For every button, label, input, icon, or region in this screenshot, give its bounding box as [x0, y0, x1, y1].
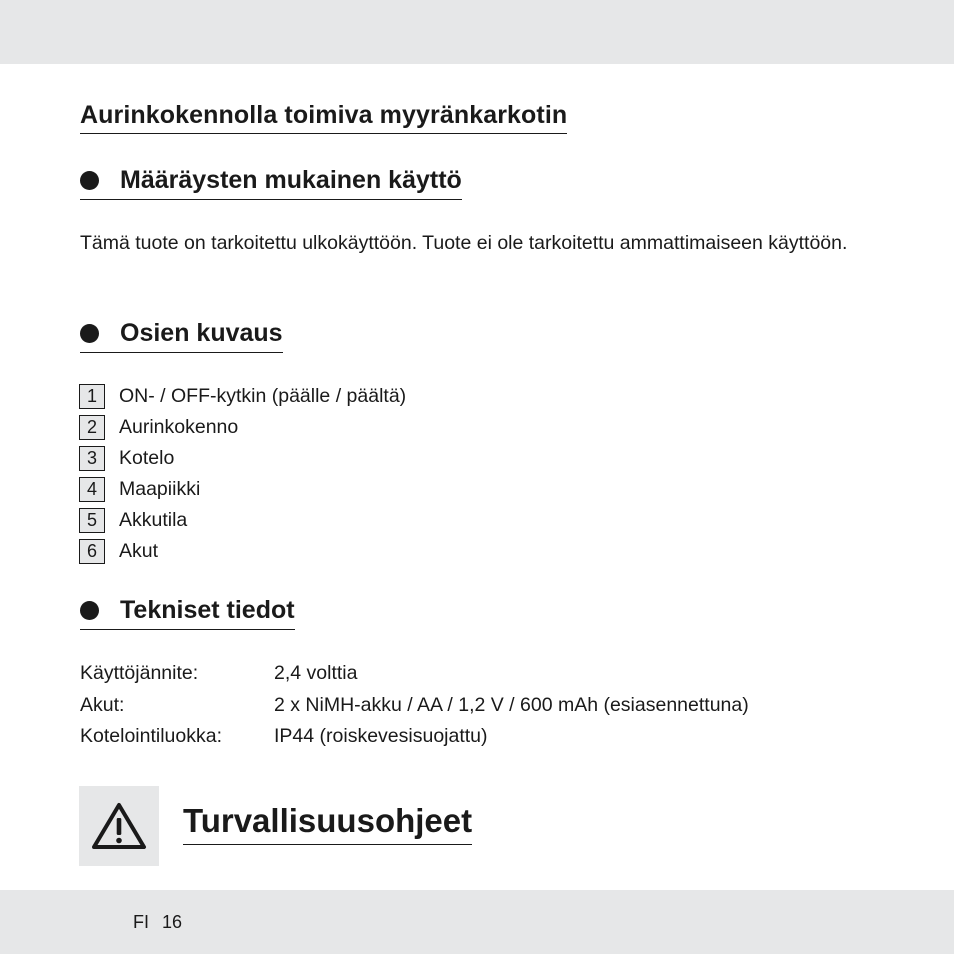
- part-label: Akut: [119, 540, 159, 562]
- section-heading-specs-text: Tekniset tiedot: [120, 595, 295, 624]
- section-heading-specs: [80, 591, 295, 630]
- section-heading-usage-text: Määräysten mukainen käyttö: [120, 165, 462, 194]
- part-number: 2: [79, 415, 105, 440]
- spec-label: Akut:: [80, 693, 125, 716]
- table-row: [80, 721, 749, 753]
- spec-label: Kotelointiluokka:: [80, 725, 223, 748]
- parts-list: [79, 381, 406, 567]
- spec-label: Käyttöjännite:: [80, 662, 199, 685]
- footer-page-number: 16: [162, 912, 183, 932]
- list-item: [79, 381, 406, 412]
- table-row: [80, 690, 749, 722]
- footer-language: FI: [133, 912, 149, 932]
- bullet-icon: [80, 171, 99, 190]
- part-label: Kotelo: [119, 447, 175, 469]
- part-number: 3: [79, 446, 105, 471]
- part-number: 1: [79, 384, 105, 409]
- list-item: [79, 536, 406, 567]
- section-heading-usage: [80, 161, 462, 200]
- page-title: Aurinkokennolla toimiva myyränkarkotin: [80, 100, 567, 134]
- section-heading-parts-text: Osien kuvaus: [120, 318, 283, 347]
- list-item: [79, 505, 406, 536]
- part-label: Akkutila: [119, 509, 188, 531]
- spec-value: 2 x NiMH-akku / AA / 1,2 V / 600 mAh (esiasennettuna): [274, 693, 749, 716]
- list-item: [79, 412, 406, 443]
- spec-value: 2,4 volttia: [274, 662, 358, 685]
- list-item: [79, 474, 406, 505]
- table-row: [80, 658, 749, 690]
- section-heading-parts: [80, 314, 283, 353]
- part-label: Aurinkokenno: [119, 416, 239, 438]
- warning-box: [79, 786, 159, 866]
- top-band: [0, 0, 954, 64]
- part-number: 4: [79, 477, 105, 502]
- warning-triangle-icon: [91, 801, 147, 851]
- part-label: ON- / OFF-kytkin (päälle / päältä): [119, 385, 407, 407]
- list-item: [79, 443, 406, 474]
- bullet-icon: [80, 601, 99, 620]
- spec-value: IP44 (roiskevesisuojattu): [274, 725, 488, 748]
- safety-heading: Turvallisuusohjeet: [183, 800, 472, 845]
- part-number: 5: [79, 508, 105, 533]
- page-footer: [133, 912, 182, 933]
- usage-paragraph: Tämä tuote on tarkoitettu ulkokäyttöön. Tuote ei ole tarkoitettu ammattimaiseen käyttöön.: [80, 232, 848, 254]
- specs-table: [80, 658, 749, 753]
- bullet-icon: [80, 324, 99, 343]
- part-number: 6: [79, 539, 105, 564]
- part-label: Maapiikki: [119, 478, 201, 500]
